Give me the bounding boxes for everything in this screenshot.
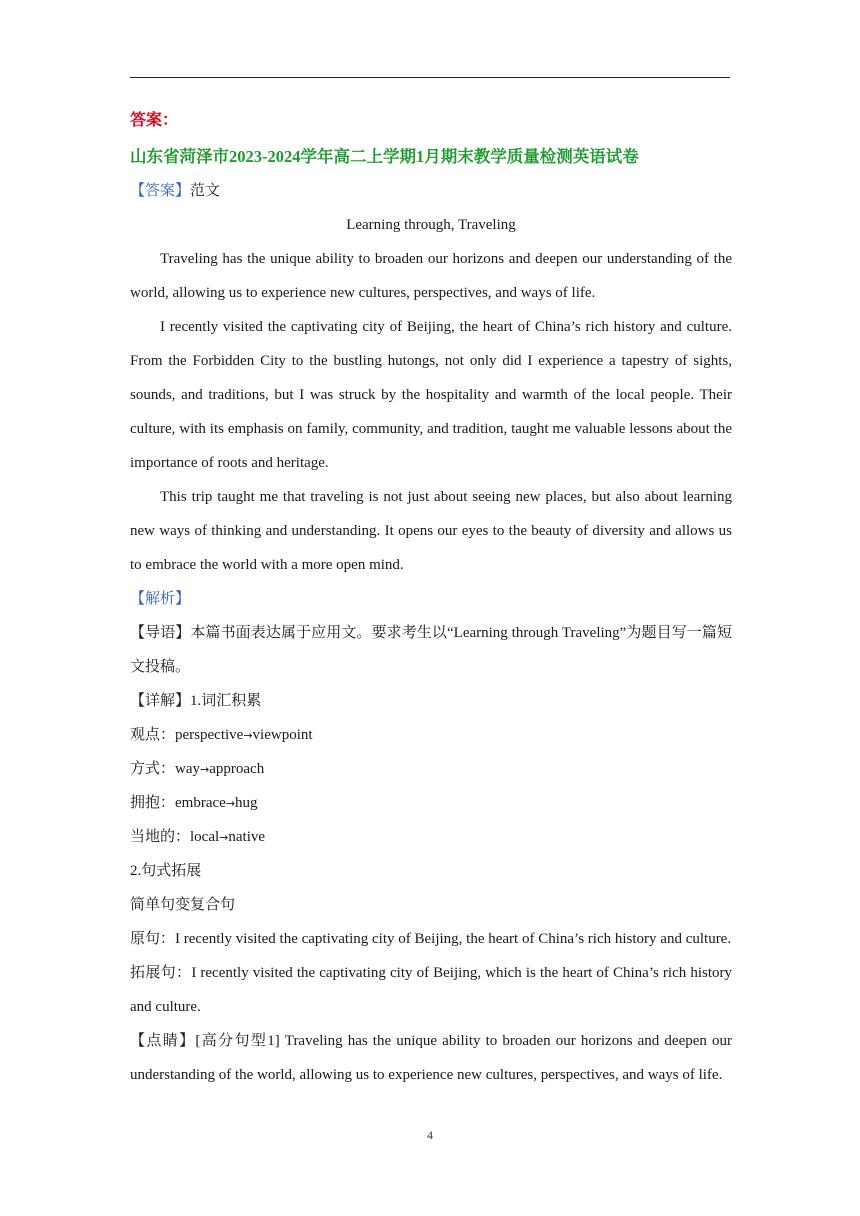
- vocab-label: 拥抱：: [130, 795, 176, 811]
- vocab-to: hug: [235, 795, 258, 811]
- pattern-subheading: 简单句变复合句: [130, 897, 236, 913]
- arrow-icon: →: [200, 763, 210, 776]
- vocab-from: way: [175, 761, 201, 777]
- document-title: 山东省菏泽市2023-2024学年高二上学期1月期末教学质量检测英语试卷: [130, 147, 639, 166]
- essay-paragraph-3: This trip taught me that traveling is not just about seeing new places, but also about learning new ways of thinking and understanding. It opens our eyes to the beauty of diversity and allows us to embrace the world with a more open mind.: [130, 489, 732, 573]
- expanded-sentence: 拓展句：I recently visited the captivating city of Beijing, which is the heart of China’s rich history and culture.: [130, 965, 732, 1015]
- guide-paragraph: 【导语】本篇书面表达属于应用文。要求考生以“Learning through Traveling”为题目写一篇短文投稿。: [130, 625, 732, 675]
- vocab-to: approach: [209, 761, 265, 777]
- arrow-icon: →: [225, 797, 236, 810]
- analysis-tag: 【解析】: [130, 591, 191, 607]
- vocab-label: 方式：: [130, 761, 176, 777]
- vocab-from: embrace: [175, 795, 226, 811]
- answer-tag-suffix: 范文: [190, 183, 221, 199]
- vocab-item: [130, 786, 732, 820]
- vocab-to: viewpoint: [252, 727, 313, 743]
- header-rule: [130, 77, 730, 78]
- vocab-label: 当地的：: [130, 829, 191, 845]
- page-content: [130, 104, 732, 1092]
- answer-tag: 【答案】: [130, 183, 191, 199]
- answer-label-line: [130, 174, 732, 208]
- original-sentence: 原句：I recently visited the captivating city of Beijing, the heart of China’s rich history and culture.: [130, 931, 732, 947]
- vocab-item: [130, 718, 732, 752]
- vocab-label: 观点：: [130, 727, 176, 743]
- vocab-to: native: [228, 829, 266, 845]
- arrow-icon: →: [219, 831, 229, 844]
- vocab-item: [130, 820, 732, 854]
- pattern-heading: 2.句式拓展: [130, 863, 202, 879]
- detail-heading: 【详解】1.词汇积累: [130, 693, 262, 709]
- essay-title: Learning through, Traveling: [346, 217, 516, 233]
- vocab-item: [130, 752, 732, 786]
- vocab-from: perspective: [175, 727, 244, 743]
- essay-paragraph-1: Traveling has the unique ability to broaden our horizons and deepen our understanding of the world, allowing us to experience new cultures, perspectives, and ways of life.: [130, 251, 732, 301]
- vocab-from: local: [190, 829, 220, 845]
- highlight-paragraph: 【点睛】[高分句型1] Traveling has the unique ability to broaden our horizons and deepen our understanding of the world, allowing us to experience new cultures, perspectives, and ways of life.: [130, 1033, 732, 1083]
- essay-paragraph-2: I recently visited the captivating city of Beijing, the heart of China’s rich history and culture. From the Forbidden City to the bustling hutongs, not only did I experience a tapestry of sights, sounds, and traditions, but I was struck by the hospitality and warmth of the local people. Their culture, with its emphasis on family, community, and tradition, taught me valuable lessons about the importance of roots and heritage.: [130, 319, 732, 471]
- arrow-icon: →: [243, 729, 253, 742]
- answer-header: 答案：: [130, 112, 179, 129]
- page-number: 4: [427, 1128, 433, 1142]
